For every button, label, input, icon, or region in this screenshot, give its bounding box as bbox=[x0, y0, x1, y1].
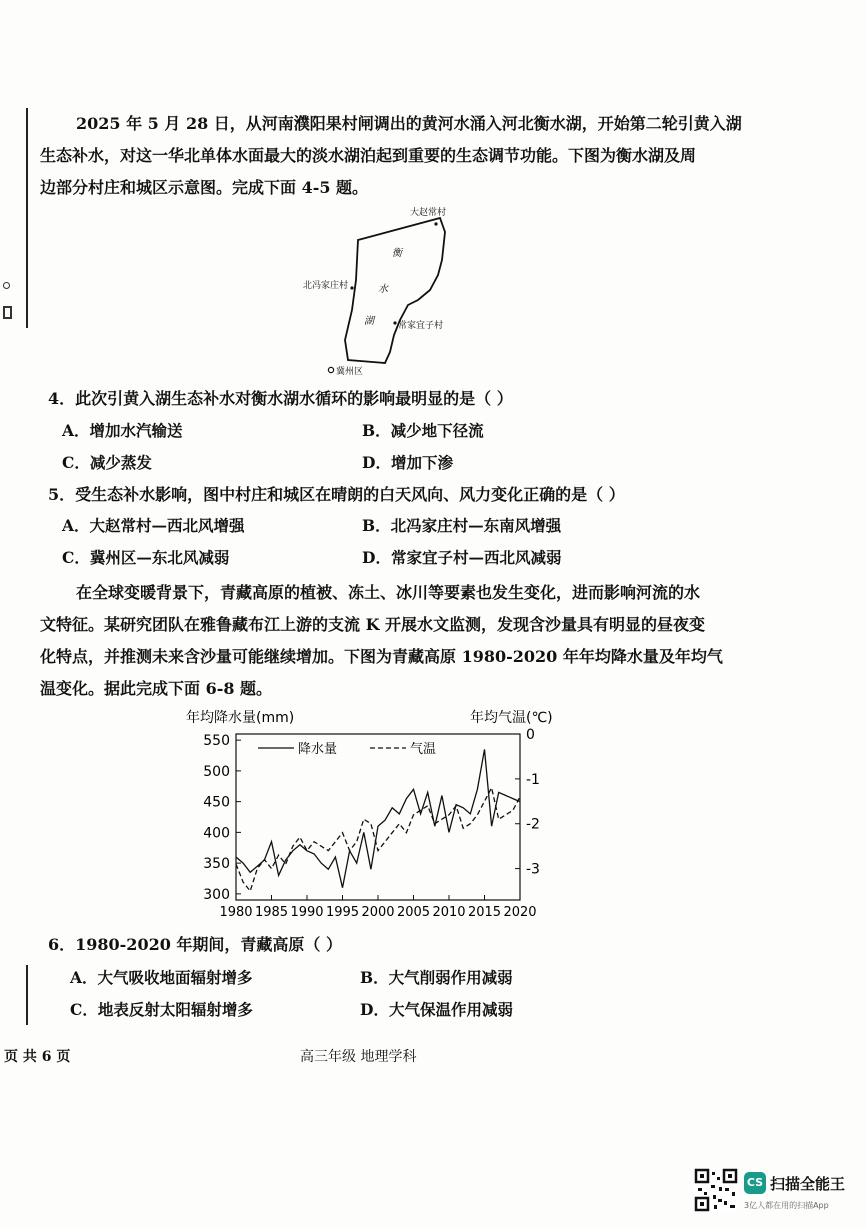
y2-tick-label: -1 bbox=[526, 771, 540, 788]
passage2-line4: 温变化。据此完成下面 6-8 题。 bbox=[40, 679, 273, 698]
x-tick-label: 2005 bbox=[396, 905, 431, 920]
dazhaochang-dot bbox=[434, 222, 437, 225]
q4-option-a: A．增加水汽输送 bbox=[62, 421, 183, 440]
margin-mark bbox=[3, 306, 12, 319]
x-tick-label: 1995 bbox=[325, 905, 360, 920]
scanner-logo-icon: CS bbox=[744, 1172, 766, 1194]
q5-option-a: A．大赵常村—西北风增强 bbox=[62, 516, 245, 535]
qr-code-icon bbox=[694, 1168, 738, 1212]
y-tick-label: 400 bbox=[203, 825, 230, 842]
margin-mark bbox=[3, 282, 10, 289]
x-tick-label: 2010 bbox=[432, 905, 466, 920]
y-tick-label: 300 bbox=[203, 886, 230, 903]
q4-option-c: C．减少蒸发 bbox=[62, 453, 152, 472]
y-axis-label: 年均降水量(mm) bbox=[186, 710, 295, 726]
q5-option-d: D．常家宜子村—西北风减弱 bbox=[362, 548, 562, 567]
passage2-line1: 在全球变暖背景下，青藏高原的植被、冻土、冰川等要素也发生变化，进而影响河流的水 bbox=[76, 583, 701, 602]
passage2-line3: 化特点，并推测未来含沙量可能继续增加。下图为青藏高原 1980-2020 年年均降水量及年均气 bbox=[40, 647, 723, 666]
legend-label: 气温 bbox=[410, 742, 437, 757]
scanner-slogan: 3亿人都在用的扫描App bbox=[744, 1201, 829, 1210]
y2-tick-label: -3 bbox=[526, 861, 540, 878]
precip-temp-chart bbox=[180, 704, 560, 924]
q6-option-b: B．大气削弱作用减弱 bbox=[360, 968, 513, 987]
scanner-name: 扫描全能王 bbox=[770, 1175, 846, 1193]
x-tick-label: 1980 bbox=[219, 905, 253, 920]
q4-stem: 4．此次引黄入湖生态补水对衡水湖水循环的影响最明显的是（ ） bbox=[48, 389, 513, 408]
label-changjia: 常家宜子村 bbox=[398, 321, 444, 331]
series-line-precipitation bbox=[236, 749, 520, 887]
y-tick-label: 450 bbox=[203, 794, 230, 811]
passage1-line3: 边部分村庄和城区示意图。完成下面 4-5 题。 bbox=[40, 178, 369, 197]
x-tick-label: 2000 bbox=[361, 905, 395, 920]
label-lake-3: 湖 bbox=[364, 316, 374, 327]
q6-stem: 6．1980-2020 年期间，青藏高原（ ） bbox=[48, 935, 342, 954]
label-beifeng: 北冯家庄村 bbox=[303, 281, 349, 291]
y-tick-label: 350 bbox=[203, 856, 230, 873]
label-dazhaochang: 大赵常村 bbox=[410, 208, 447, 218]
passage1-line2: 生态补水，对这一华北单体水面最大的淡水湖泊起到重要的生态调节功能。下图为衡水湖及周 bbox=[40, 146, 697, 165]
x-tick-label: 2015 bbox=[467, 905, 502, 920]
jizhou-dot bbox=[328, 367, 333, 372]
changjia-dot bbox=[393, 321, 396, 324]
q6-option-a: A．大气吸收地面辐射增多 bbox=[70, 968, 253, 987]
y-tick-label: 550 bbox=[203, 733, 230, 750]
y2-axis-label: 年均气温(℃) bbox=[470, 710, 553, 726]
y-tick-label: 500 bbox=[203, 763, 230, 780]
legend-label: 降水量 bbox=[298, 742, 338, 757]
label-lake-2: 水 bbox=[378, 284, 388, 295]
beifeng-dot bbox=[350, 286, 353, 289]
q5-option-b: B．北冯家庄村—东南风增强 bbox=[362, 516, 562, 535]
margin-line bbox=[26, 108, 28, 328]
label-lake-1: 衡 bbox=[392, 248, 402, 259]
x-tick-label: 1990 bbox=[290, 905, 324, 920]
footer-grade: 高三年级 地理学科 bbox=[300, 1049, 417, 1065]
x-tick-label: 1985 bbox=[254, 905, 289, 920]
q6-option-d: D．大气保温作用减弱 bbox=[360, 1000, 513, 1019]
y2-tick-label: -2 bbox=[526, 816, 540, 833]
q5-option-c: C．冀州区—东北风减弱 bbox=[62, 548, 230, 567]
q4-option-b: B．减少地下径流 bbox=[362, 421, 484, 440]
q5-stem: 5．受生态补水影响，图中村庄和城区在晴朗的白天风向、风力变化正确的是（ ） bbox=[48, 485, 625, 504]
label-jizhou: 冀州区 bbox=[336, 367, 364, 377]
q4-option-d: D．增加下渗 bbox=[362, 453, 453, 472]
x-tick-label: 2020 bbox=[503, 905, 537, 920]
lake-outline bbox=[345, 218, 445, 363]
footer-pages: 页 共 6 页 bbox=[4, 1049, 71, 1065]
y2-tick-label: 0 bbox=[526, 727, 535, 743]
passage2-line2: 文特征。某研究团队在雅鲁藏布江上游的支流 K 开展水文监测，发现含沙量具有明显的昼夜变 bbox=[40, 615, 706, 634]
q6-option-c: C．地表反射太阳辐射增多 bbox=[70, 1000, 253, 1019]
margin-line bbox=[26, 965, 28, 1025]
passage1-line1: 2025 年 5 月 28 日，从河南濮阳果村闸调出的黄河水涌入河北衡水湖，开始第二轮引黄入湖 bbox=[76, 114, 742, 133]
